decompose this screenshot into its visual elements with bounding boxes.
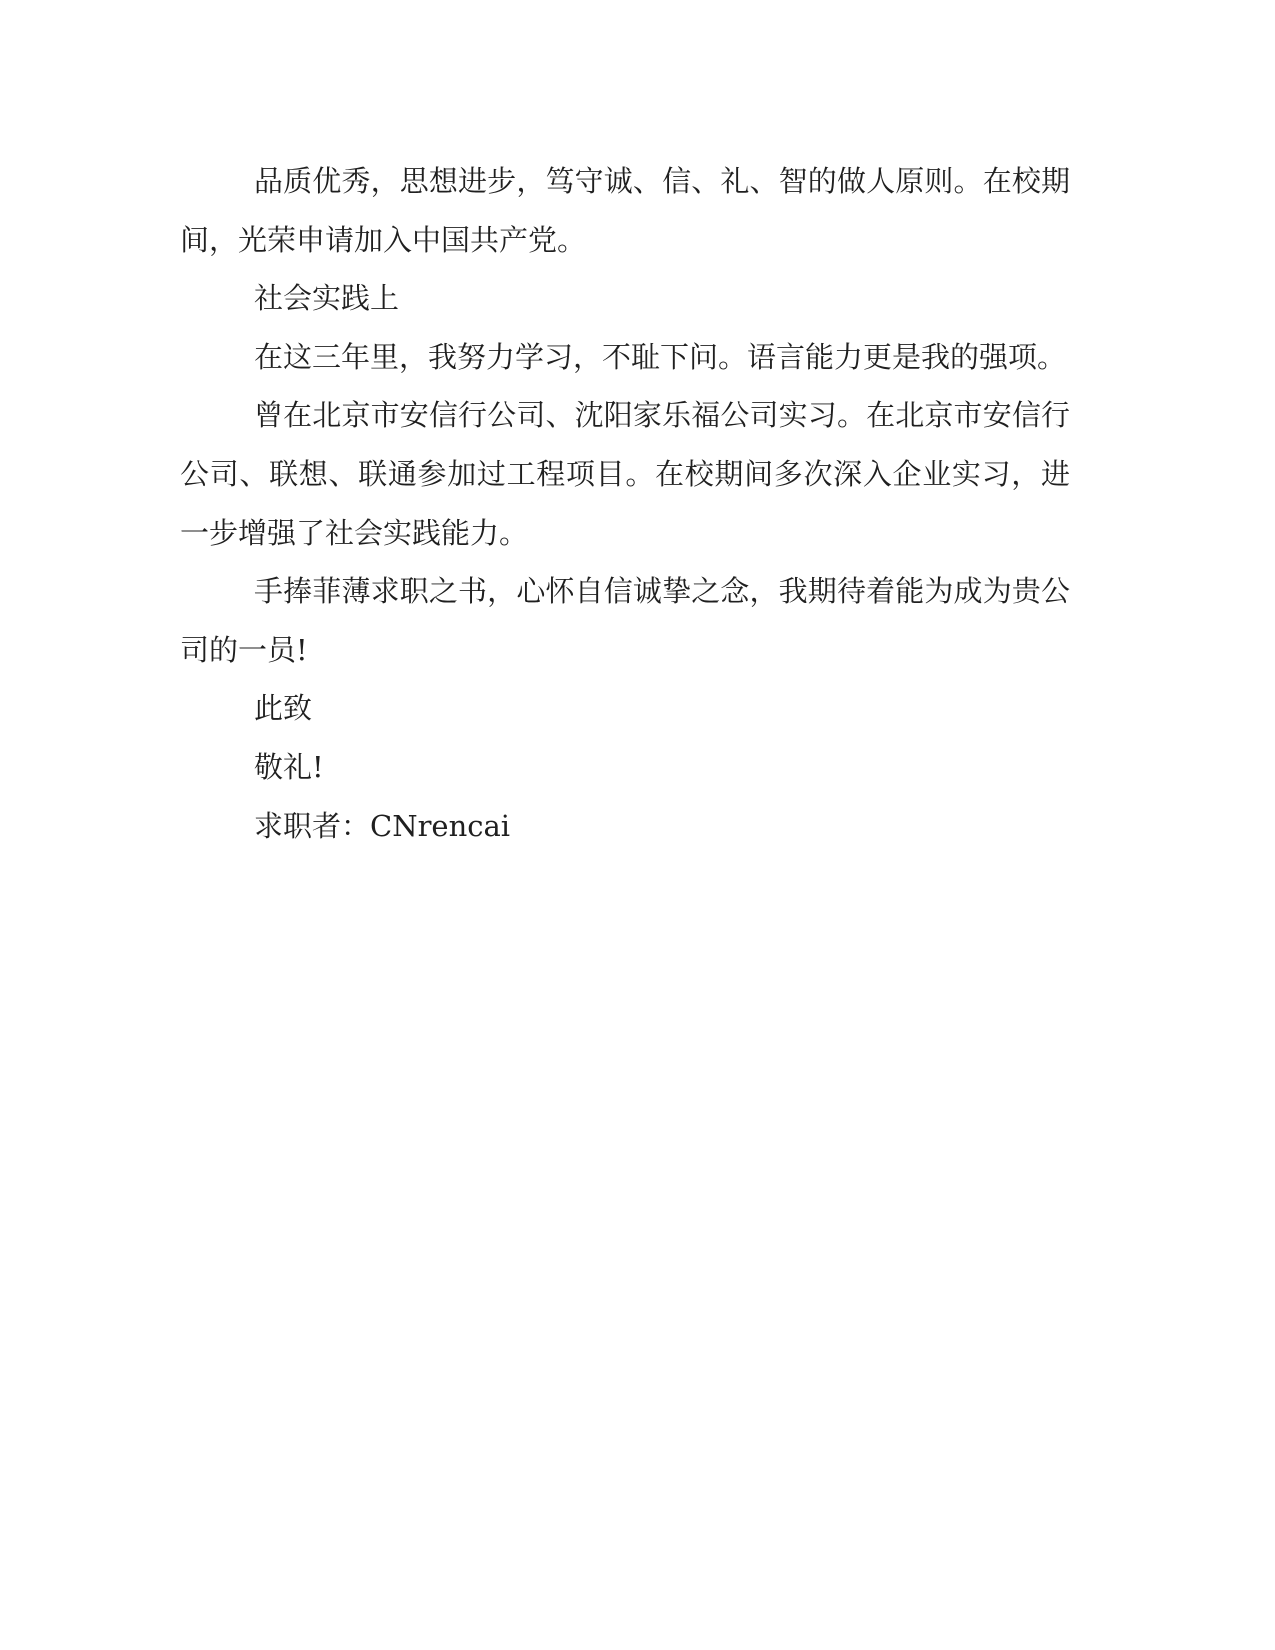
paragraph-internship-experience: 曾在北京市安信行公司、沈阳家乐福公司实习。在北京市安信行公司、联想、联通参加过工程项目。在校期间多次深入企业实习，进一步增强了社会实践能力。 bbox=[180, 398, 1070, 550]
paragraph-social-practice-heading: 社会实践上 bbox=[254, 281, 400, 316]
paragraph-study-ability: 在这三年里，我努力学习，不耻下问。语言能力更是我的强项。 bbox=[254, 339, 1067, 374]
signature-line: 求职者：CNrencai bbox=[254, 808, 511, 843]
closing-cizhi: 此致 bbox=[254, 691, 313, 726]
closing-jingli: 敬礼! bbox=[254, 749, 324, 784]
paragraph-aspiration: 手捧菲薄求职之书，心怀自信诚挚之念，我期待着能为成为贵公司的一员! bbox=[180, 574, 1070, 667]
letter-body bbox=[180, 152, 1070, 855]
paragraph-personal-qualities: 品质优秀，思想进步，笃守诚、信、礼、智的做人原则。在校期间，光荣申请加入中国共产党。 bbox=[180, 164, 1070, 257]
